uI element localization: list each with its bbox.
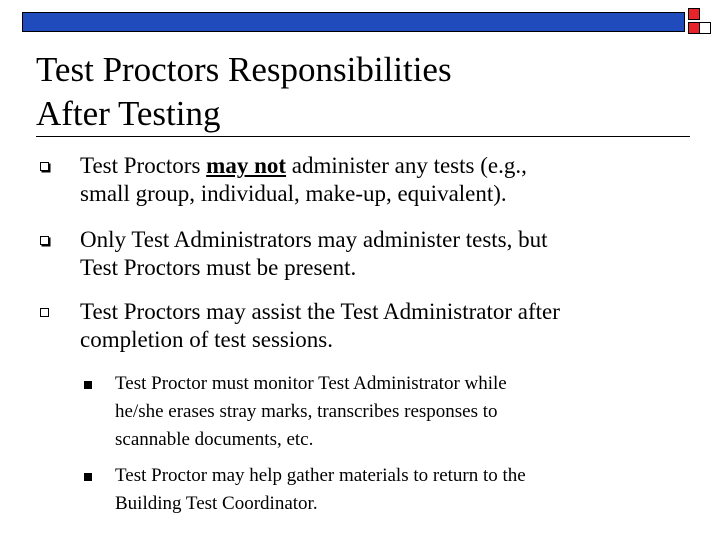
sub-bullet-2 [115,462,675,518]
bullet-1-emphasis: may not [206,153,287,178]
red-square-decoration [688,8,700,20]
white-square-decoration [699,22,711,34]
sub-bullet-1-line-3: scannable documents, etc. [115,429,314,450]
bullet-3 [80,298,695,354]
slide-title [36,48,656,136]
bullet-2 [80,226,695,282]
slide-title-line-1: Test Proctors Responsibilities [36,50,452,89]
sub-bullet-1-line-2: he/she erases stray marks, transcribes responses to [115,401,498,422]
bullet-2-line-2: Test Proctors must be present. [80,255,357,280]
title-underline-rule [36,136,690,137]
hollow-square-bullet-icon [40,308,49,317]
bullet-1-lead: Test Proctors [80,153,207,178]
bullet-1 [80,152,695,208]
shadow-square-bullet-icon [40,162,49,171]
bullet-3-line-2: completion of test sessions. [80,327,333,352]
bullet-1-line-2: small group, individual, make-up, equivalent). [80,181,507,206]
shadow-square-bullet-icon [40,236,49,245]
bullet-1-rest: administer any tests (e.g., [286,153,527,178]
sub-bullet-2-line-1: Test Proctor may help gather materials to return to the [115,465,526,486]
slide-title-line-2: After Testing [36,94,221,133]
solid-square-bullet-icon [84,381,92,389]
sub-bullet-1 [115,370,675,454]
top-banner-bar [22,12,685,32]
sub-bullet-1-line-1: Test Proctor must monitor Test Administrator while [115,373,507,394]
bullet-2-line-1: Only Test Administrators may administer tests, but [80,227,548,252]
bullet-1-line-1 [80,152,695,180]
sub-bullet-2-line-2: Building Test Coordinator. [115,493,318,514]
bullet-3-line-1: Test Proctors may assist the Test Administrator after [80,299,560,324]
solid-square-bullet-icon [84,473,92,481]
